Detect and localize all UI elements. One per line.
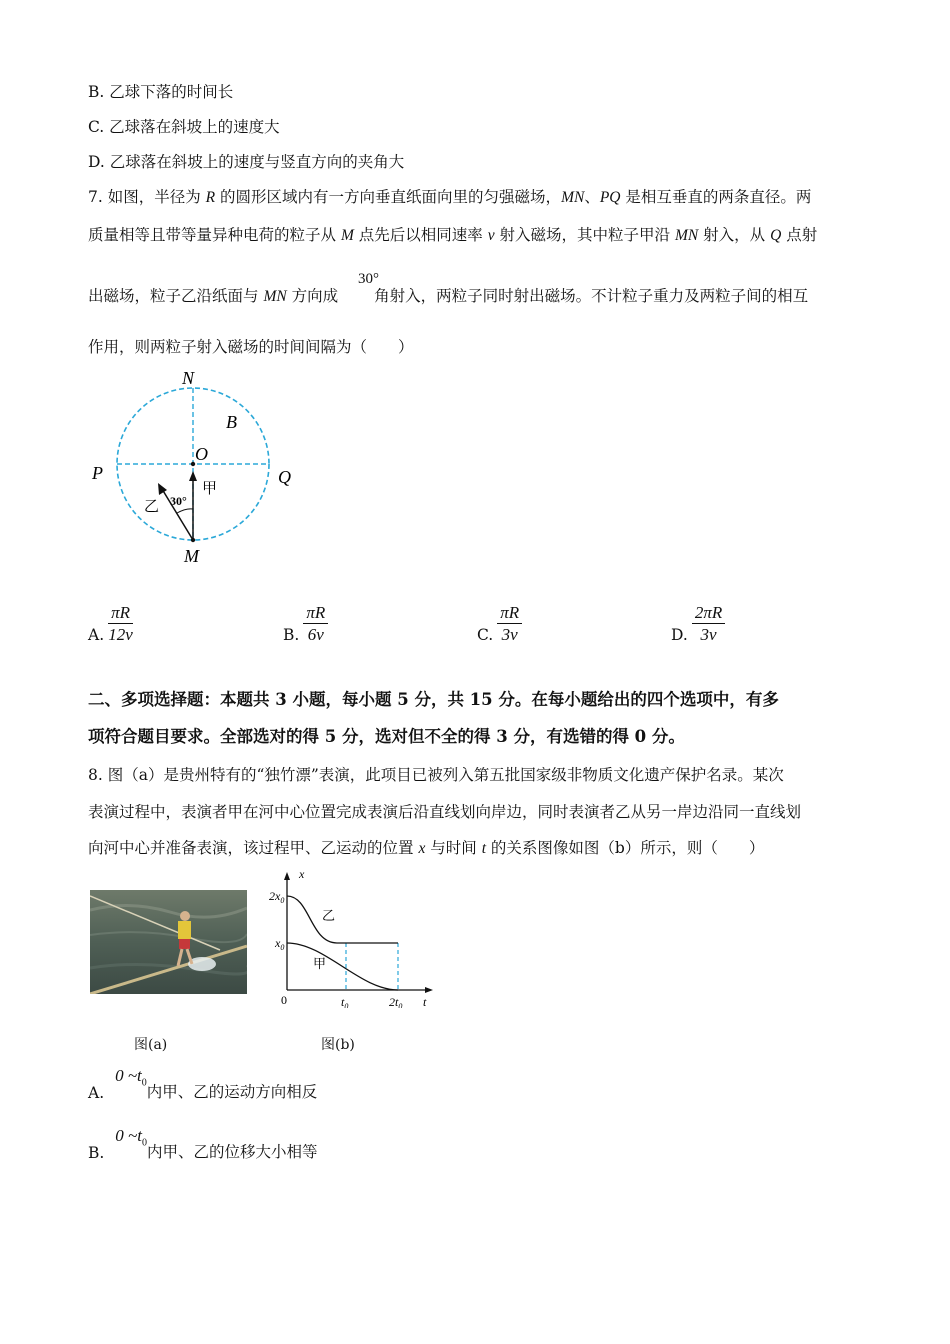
q7-text: 7. 如图，半径为 bbox=[88, 188, 206, 206]
q7-choice-b[interactable] bbox=[283, 603, 328, 646]
numerator: πR bbox=[497, 603, 522, 624]
t-axis-label: t bbox=[423, 995, 427, 1008]
position-time-graph bbox=[265, 868, 445, 1008]
q7-var-mn: MN bbox=[263, 288, 287, 305]
choice-label: B. bbox=[283, 625, 300, 644]
fraction bbox=[303, 603, 328, 646]
q7-var-pq: PQ bbox=[599, 189, 621, 206]
choice-label: C. bbox=[477, 625, 494, 644]
fraction bbox=[497, 603, 522, 646]
label-o: O bbox=[195, 444, 208, 464]
numerator: 2πR bbox=[692, 603, 725, 624]
label-p: P bbox=[92, 463, 103, 483]
q8-var-x: x bbox=[418, 840, 426, 857]
tick-2t0: $2t_0$ bbox=[389, 995, 403, 1008]
q7-var-q: Q bbox=[770, 227, 782, 244]
option-label: B. bbox=[88, 1144, 105, 1163]
denominator: 3v bbox=[700, 625, 717, 644]
q8-text: 向河中心并准备表演，该过程甲、乙运动的位置 bbox=[88, 839, 419, 857]
q8-text: 的关系图像如图（b）所示，则（ ） bbox=[486, 839, 765, 857]
q8-var-t: t bbox=[481, 840, 486, 857]
caption-figure-a: 图(a) bbox=[134, 1037, 168, 1053]
label-q: Q bbox=[278, 467, 291, 487]
q7-line-3 bbox=[88, 286, 808, 307]
q7-text: 射入磁场，其中粒子甲沿 bbox=[494, 226, 675, 244]
x-axis-arrow bbox=[284, 872, 290, 880]
option-text: 内甲、乙的运动方向相反 bbox=[146, 1083, 318, 1102]
q7-choice-c[interactable] bbox=[477, 603, 522, 646]
tick-x0: $x_0$ bbox=[275, 936, 285, 952]
option-d-prev: D. 乙球落在斜坡上的速度与竖直方向的夹角大 bbox=[88, 153, 405, 171]
label-n: N bbox=[182, 368, 195, 388]
tick-t0: $t_0$ bbox=[341, 995, 349, 1008]
range-expression: 0 $\sim t_0$ bbox=[115, 1126, 147, 1149]
q7-var-mn: MN bbox=[674, 227, 699, 244]
q7-var-r: R bbox=[205, 189, 216, 206]
q7-text: 点射 bbox=[781, 226, 818, 244]
q7-text: 射入，从 bbox=[698, 226, 771, 244]
q7-text: 的圆形区域内有一方向垂直纸面向里的匀强磁场， bbox=[215, 188, 562, 206]
magnetic-field-diagram bbox=[80, 365, 310, 575]
arrow-yi-head bbox=[158, 483, 167, 495]
q7-text: 点先后以相同速率 bbox=[353, 226, 488, 244]
q7-var-v: v bbox=[487, 227, 495, 244]
curve-yi-label: 乙 bbox=[322, 908, 336, 923]
option-b-prev: B. 乙球下落的时间长 bbox=[88, 83, 234, 101]
q7-text: 出磁场，粒子乙沿纸面与 bbox=[88, 287, 264, 305]
fraction bbox=[692, 603, 725, 646]
caption-figure-b: 图(b) bbox=[321, 1037, 355, 1053]
label-m: M bbox=[184, 546, 199, 566]
q7-text: 是相互垂直的两条直径。两 bbox=[620, 188, 812, 206]
curve-jia bbox=[287, 943, 398, 990]
curve-yi bbox=[287, 896, 398, 943]
denominator: 12v bbox=[108, 625, 133, 644]
option-c-prev: C. 乙球落在斜坡上的速度大 bbox=[88, 118, 280, 136]
q7-var-mn: MN bbox=[561, 189, 585, 206]
x-axis-label: x bbox=[299, 868, 305, 881]
q7-choice-d[interactable] bbox=[671, 603, 725, 646]
denominator: 6v bbox=[307, 625, 324, 644]
angle-arc bbox=[177, 509, 193, 513]
option-text: 内甲、乙的位移大小相等 bbox=[146, 1143, 318, 1162]
arrow-jia-head bbox=[189, 471, 197, 481]
curve-jia-label: 甲 bbox=[313, 956, 327, 971]
q8-text: 与时间 bbox=[425, 839, 482, 857]
label-b: B bbox=[226, 412, 237, 432]
range-expression: 0 $\sim t_0$ bbox=[115, 1066, 147, 1089]
bamboo-rafting-photo bbox=[90, 890, 247, 994]
numerator: πR bbox=[108, 603, 133, 624]
section-2-heading-line-1: 二、多项选择题：本题共 3 小题，每小题 5 分，共 15 分。在每小题给出的四个选项中，有多 bbox=[88, 690, 779, 709]
q7-text: 方向成 bbox=[286, 287, 339, 305]
q7-angle-30: 30° bbox=[358, 271, 379, 287]
q8-line-1: 8. 图（a）是贵州特有的“独竹漂”表演，此项目已被列入第五批国家级非物质文化遗产保护名录。某次 bbox=[88, 766, 784, 784]
q8-option-b[interactable] bbox=[88, 1126, 318, 1163]
q8-option-a[interactable] bbox=[88, 1066, 318, 1103]
denominator: 3v bbox=[501, 625, 518, 644]
label-yi: 乙 bbox=[144, 499, 160, 515]
label-jia: 甲 bbox=[202, 481, 218, 497]
q8-line-2: 表演过程中，表演者甲在河中心位置完成表演后沿直线划向岸边，同时表演者乙从另一岸边沿同一直线划 bbox=[88, 803, 802, 821]
q7-var-m: M bbox=[340, 227, 354, 244]
origin-label: 0 bbox=[281, 993, 287, 1007]
option-label: A. bbox=[88, 1084, 105, 1103]
q7-text: 角射入，两粒子同时射出磁场。不计粒子重力及两粒子间的相互 bbox=[374, 287, 809, 305]
q7-text: 质量相等且带等量异种电荷的粒子从 bbox=[88, 226, 341, 244]
q7-line-4: 作用，则两粒子射入磁场的时间间隔为（ ） bbox=[88, 338, 414, 356]
fraction bbox=[108, 603, 133, 646]
numerator: πR bbox=[303, 603, 328, 624]
q7-line-2 bbox=[88, 225, 817, 246]
t-axis-arrow bbox=[425, 987, 433, 993]
q7-choice-a[interactable] bbox=[88, 603, 133, 646]
choice-label: D. bbox=[671, 625, 688, 644]
label-angle: 30° bbox=[170, 494, 187, 508]
photo-drawing bbox=[90, 890, 247, 994]
q8-line-3 bbox=[88, 838, 764, 859]
tick-2x0: $2x_0$ bbox=[269, 889, 285, 905]
q7-line-1 bbox=[88, 187, 811, 208]
choice-label: A. bbox=[88, 625, 105, 644]
q7-text: 、 bbox=[584, 188, 600, 206]
section-2-heading-line-2: 项符合题目要求。全部选对的得 5 分，选对但不全的得 3 分，有选错的得 0 分。 bbox=[88, 727, 685, 746]
